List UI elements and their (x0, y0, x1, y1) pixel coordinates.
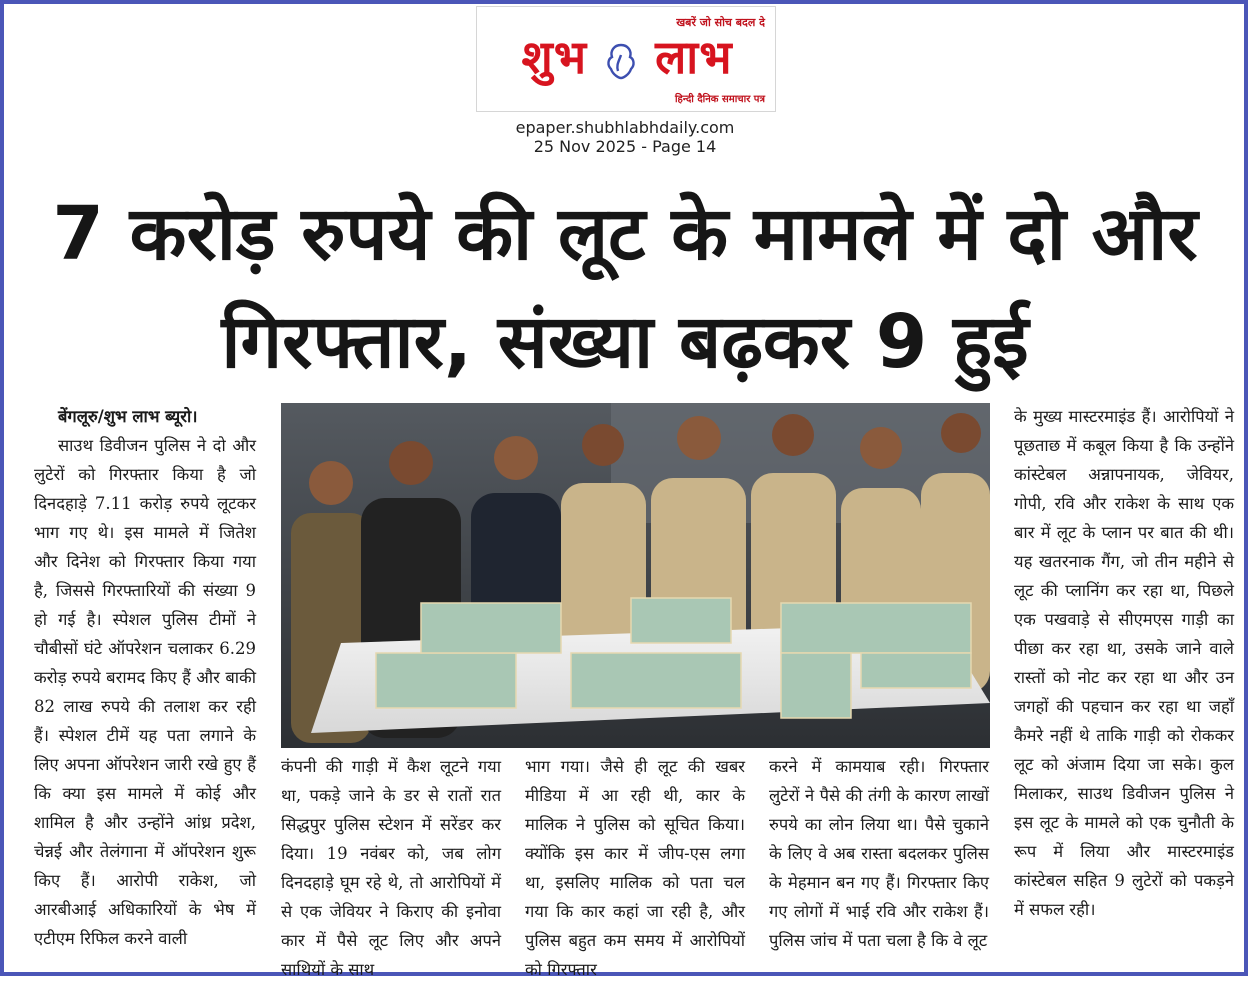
article-column-1 (34, 402, 256, 968)
issue-date-page: 25 Nov 2025 - Page 14 (533, 137, 717, 156)
masthead-tagline: खबरें जो सोच बदल दे (676, 16, 765, 29)
article-byline: बेंगलूरु/शुभ लाभ ब्यूरो। (58, 407, 198, 426)
article-text-col5: के मुख्य मास्टरमाइंड हैं। आरोपियों ने पूछताछ में कबूल किया है कि उन्होंने कांस्टेबल अन्नापनायक, जेवियर, गोपी, रवि और राकेश के साथ एक बार में लूट के प्लान पर बात की थी। यह खतरनाक गैंग, जो तीन महीने से लूट की प्लानिंग कर रहा था, पिछले एक पखवाड़े से सीएमएस गाड़ी का पीछा कर रहा था, उसके जाने वाले रास्तों को नोट कर रहा था और उन जगहों की पहचान कर रहा था जहाँ कैमरे नहीं थे ताकि गाड़ी को रोककर लूट को अंजाम दिया जा सके। कुल मिलाकर, साउथ डिवीजन पुलिस ने इस लूट के मामले को एक चुनौती के रूप में लिया और मास्टरमाइंड कांस्टेबल सहित 9 लुटेरों को पकड़ने में सफल रही। (1014, 407, 1234, 919)
ganesh-icon (604, 41, 638, 81)
brand-right-word: लाभ (655, 30, 733, 84)
article-column-2 (281, 752, 501, 979)
article-photo (281, 403, 990, 748)
site-url[interactable]: epaper.shubhlabhdaily.com (515, 118, 735, 137)
article-column-4 (769, 752, 989, 968)
article-text-col1: साउथ डिवीजन पुलिस ने दो और लुटेरों को गिरफ्तार किया है जो दिनदहाड़े 7.11 करोड़ रुपये लूटकर भाग गए थे। इस मामले में जितेश और दिनेश को गिरफ्तार किया गया है, जिससे गिरफ्तारियों की संख्या 9 हो गई है। स्पेशल पुलिस टीमों ने चौबीसों घंटे ऑपरेशन चलाकर 6.29 करोड़ रुपये बरामद किए हैं और बाकी 82 लाख रुपये की तलाश कर रही हैं। स्पेशल टीमें यह पता लगाने के लिए अपना ऑपरेशन जारी रखे हुए हैं कि क्या इस मामले में कोई और शामिल है और उन्होंने आंध्र प्रदेश, चेन्नई और तेलंगाना में ऑपरेशन शुरू किए हैं। आरोपी राकेश, जो आरबीआई अधिकारियों के भेष में एटीएम रिफिल करने वाली (34, 436, 256, 948)
article-text-col3: भाग गया। जैसे ही लूट की खबर मीडिया में आ रही थी, कार के मालिक ने पुलिस को सूचित किया। क्योंकि इस कार में जीप-एस लगा था, इसलिए मालिक को पता चल गया कि कार कहां जा रही है, और पुलिस बहुत कम समय में आरोपियों को गिरफ्तार (525, 757, 745, 979)
photo-police-with-recovered-cash (281, 403, 990, 748)
brand-wordmark (487, 29, 767, 85)
masthead-logo (476, 6, 776, 112)
site-info (476, 118, 774, 156)
article-column-3 (525, 752, 745, 979)
article-headline: 7 करोड़ रुपये की लूट के मामले में दो और गिरफ्तार, संख्या बढ़कर 9 हुई (52, 191, 1198, 385)
brand-left-word: शुभ (521, 30, 588, 84)
masthead-subtag: हिन्दी दैनिक समाचार पत्र (674, 94, 765, 105)
article-text-col4: करने में कामयाब रही। गिरफ्तार लुटेरों ने पैसे की तंगी के कारण लाखों रुपये का लोन लिया था। पैसे चुकाने के लिए वे अब रास्ता बदलकर पुलिस के मेहमान बन गए हैं। गिरफ्तार किए गए लोगों में भाई रवि और राकेश हैं। पुलिस जांच में पता चला है कि वे लूट (769, 757, 989, 950)
article-column-5 (1014, 402, 1234, 968)
article-text-col2: कंपनी की गाड़ी में कैश लूटने गया था, पकड़े जाने के डर से रातों रात सिद्धपुर पुलिस स्टेशन में सरेंडर कर दिया। 19 नवंबर को, जब लोग दिनदहाड़े घूम रहे थे, तो आरोपियों में से एक जेवियर ने किराए की इनोवा कार में पैसे लूट लिए और अपने साथियों के साथ (281, 757, 501, 979)
